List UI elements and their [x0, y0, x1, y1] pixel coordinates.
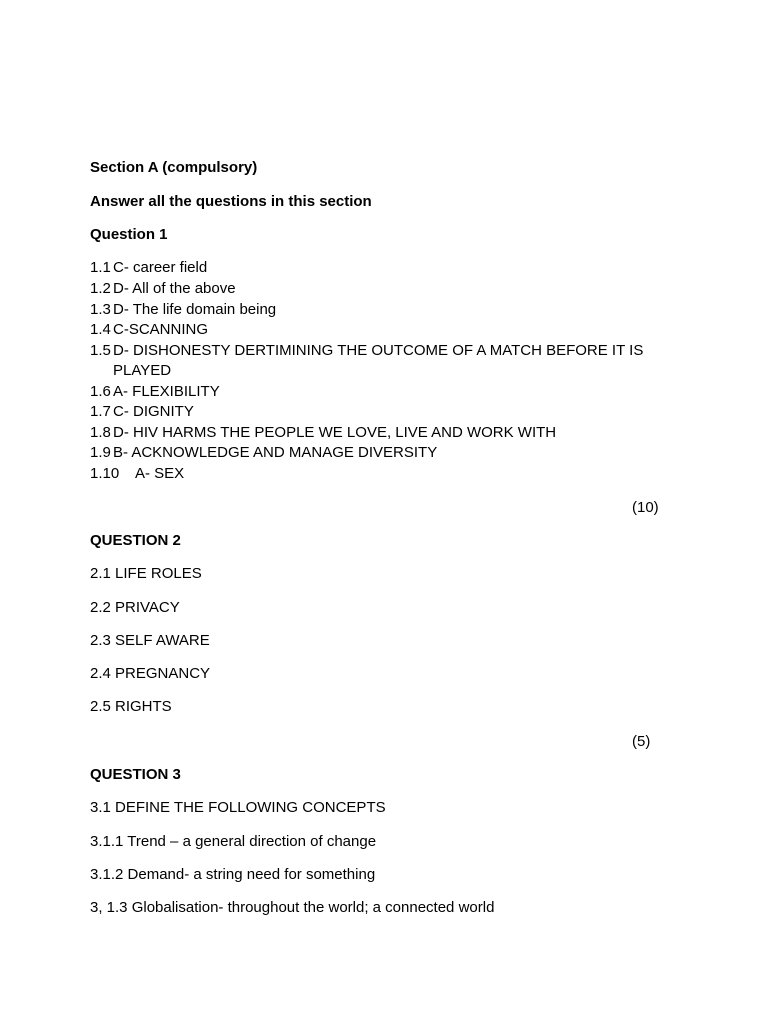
- item-number: 1.1: [90, 259, 111, 276]
- item-text-continuation: PLAYED: [113, 362, 172, 379]
- list-item: 2.1 LIFE ROLES: [90, 565, 202, 582]
- list-item: [90, 300, 276, 320]
- question-2-marks: (5): [632, 733, 651, 750]
- item-number: 1.10: [90, 465, 120, 482]
- list-item: 3.1.1 Trend – a general direction of change: [90, 833, 377, 850]
- item-text: D- All of the above: [113, 280, 236, 297]
- item-number: 1.3: [90, 301, 111, 318]
- list-item: [90, 258, 207, 278]
- item-text: D- DISHONESTY DERTIMINING THE OUTCOME OF A MATCH BEFORE IT IS: [113, 342, 644, 359]
- item-text: C- DIGNITY: [113, 403, 194, 420]
- item-number: 1.9: [90, 444, 111, 461]
- item-number: 1.6: [90, 383, 111, 400]
- item-text: A- FLEXIBILITY: [113, 383, 220, 400]
- list-item: 3, 1.3 Globalisation- throughout the world; a connected world: [90, 899, 495, 916]
- list-item: [90, 443, 437, 463]
- question-2-heading: QUESTION 2: [90, 532, 181, 549]
- list-item: 2.3 SELF AWARE: [90, 632, 210, 649]
- list-item: 3.1.2 Demand- a string need for something: [90, 866, 376, 883]
- question-1-marks: (10): [632, 499, 659, 516]
- list-item: 2.5 RIGHTS: [90, 698, 172, 715]
- item-number: 1.5: [90, 342, 111, 359]
- item-number: 1.7: [90, 403, 111, 420]
- item-text: B- ACKNOWLEDGE AND MANAGE DIVERSITY: [113, 444, 438, 461]
- item-number: 1.4: [90, 321, 111, 338]
- item-text: C- career field: [113, 259, 208, 276]
- item-text: D- HIV HARMS THE PEOPLE WE LOVE, LIVE AND WORK WITH: [113, 424, 557, 441]
- list-item: 2.4 PREGNANCY: [90, 665, 211, 682]
- section-instruction: Answer all the questions in this section: [90, 193, 372, 210]
- item-text: C-SCANNING: [113, 321, 209, 338]
- question-1-heading: Question 1: [90, 226, 168, 243]
- list-item: [90, 320, 208, 340]
- list-item: [90, 423, 556, 443]
- list-item: 2.2 PRIVACY: [90, 599, 180, 616]
- list-item: 3.1 DEFINE THE FOLLOWING CONCEPTS: [90, 799, 386, 816]
- section-title: Section A (compulsory): [90, 159, 258, 176]
- item-number: 1.8: [90, 424, 111, 441]
- list-item: [90, 402, 194, 422]
- question-3-heading: QUESTION 3: [90, 766, 181, 783]
- list-item: [90, 382, 220, 402]
- list-item: [90, 341, 643, 361]
- list-item: [90, 464, 184, 484]
- item-text: A- SEX: [135, 465, 185, 482]
- list-item: [90, 279, 236, 299]
- item-number: 1.2: [90, 280, 111, 297]
- item-text: D- The life domain being: [113, 301, 277, 318]
